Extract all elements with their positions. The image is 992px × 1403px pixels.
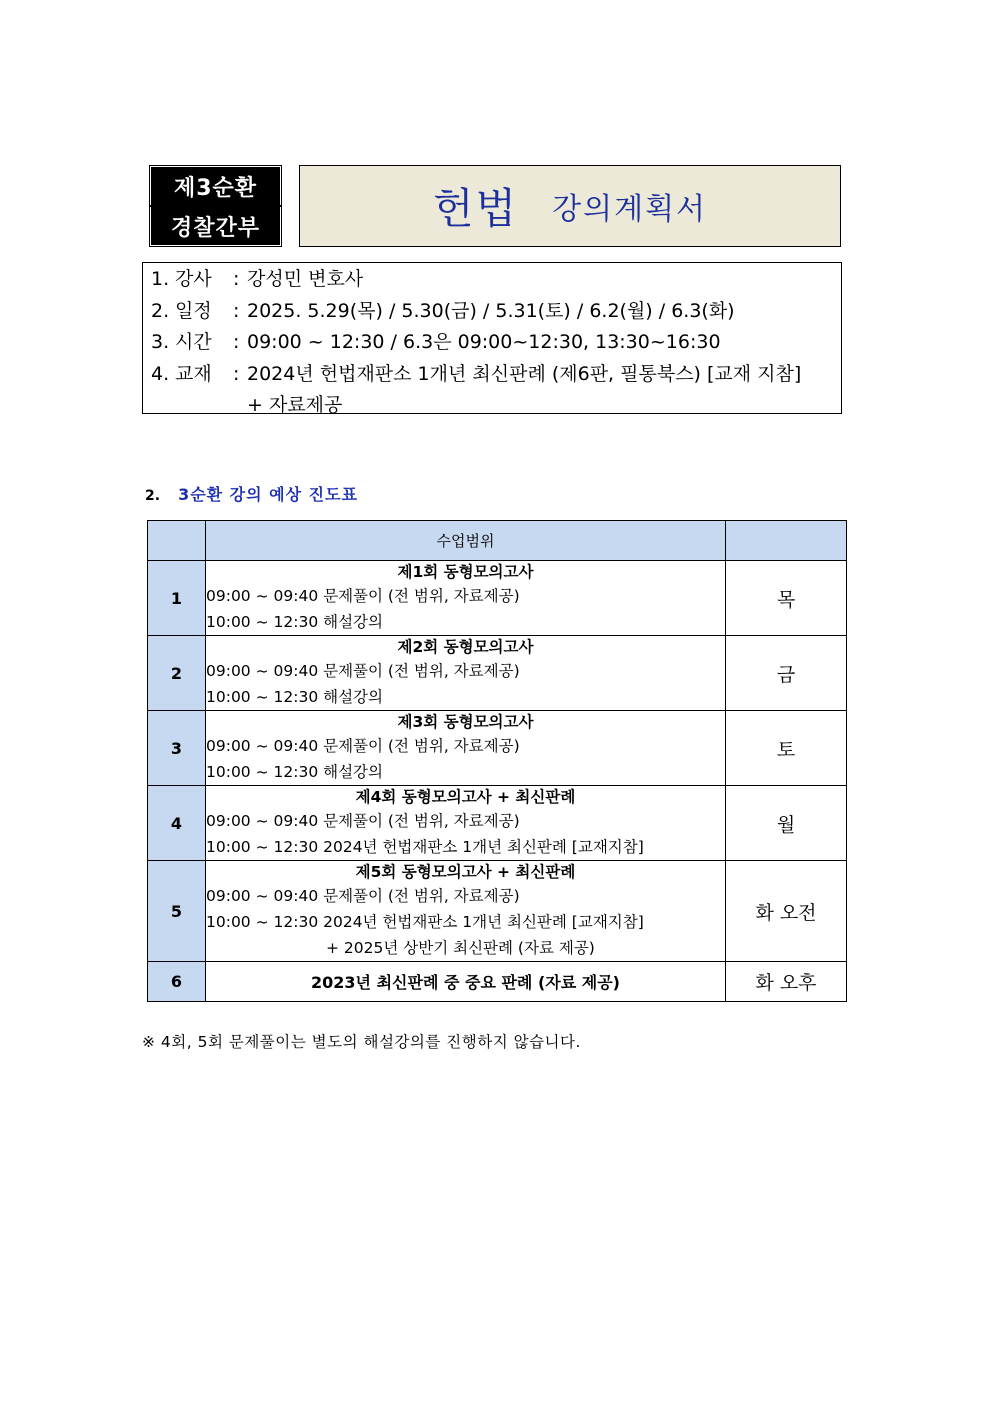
header-day [726,521,847,561]
session-line: 10:00 ~ 12:30 해설강의 [206,688,383,706]
info-row-time [151,327,841,359]
info-num: 2. [151,299,170,322]
row-day: 금 [726,636,847,711]
schedule-table [147,520,847,1002]
table-row [148,962,847,1002]
session-line: 09:00 ~ 09:40 문제풀이 (전 범위, 자료제공) [206,662,520,680]
title-box [299,165,841,247]
row-scope [206,636,726,711]
table-row [148,636,847,711]
table-row [148,711,847,786]
row-number: 2 [148,636,206,711]
info-label: 강사 [175,268,212,290]
row-number: 5 [148,861,206,962]
row-day: 화 오전 [726,861,847,962]
row-day: 화 오후 [726,962,847,1002]
section-number: 2. [145,488,161,504]
info-colon: : [233,299,240,322]
session-line: 10:00 ~ 12:30 2024년 헌법재판소 1개년 최신판례 [교재지참] [206,838,644,856]
info-value: 09:00 ~ 12:30 / 6.3은 09:00~12:30, 13:30~16:30 [247,331,721,353]
session-line: 09:00 ~ 09:40 문제풀이 (전 범위, 자료제공) [206,887,520,905]
row-scope [206,861,726,962]
session-title: 제2회 동형모의고사 [397,638,534,656]
info-row-textbook [151,359,841,391]
info-continuation: + 자료제공 [247,394,343,416]
session-line: 10:00 ~ 12:30 해설강의 [206,763,383,781]
row-number: 6 [148,962,206,1002]
footnote: ※ 4회, 5회 문제풀이는 별도의 해설강의를 진행하지 않습니다. [142,1033,581,1051]
info-value: 2025. 5.29(목) / 5.30(금) / 5.31(토) / 6.2(월) / 6.3(화) [247,299,735,322]
title-sub: 강의계획서 [552,192,708,227]
row-scope [206,561,726,636]
table-row [148,561,847,636]
table-row [148,786,847,861]
row-day: 토 [726,711,847,786]
session-line: 10:00 ~ 12:30 2024년 헌법재판소 1개년 최신판례 [교재지참] [206,913,644,931]
session-line: 10:00 ~ 12:30 해설강의 [206,613,383,631]
row-number: 4 [148,786,206,861]
session-title: 제1회 동형모의고사 [397,563,534,581]
info-row-schedule [151,296,841,328]
section-title: 3순환 강의 예상 진도표 [178,485,359,504]
session-line: + 2025년 상반기 최신판례 (자료 제공) [326,939,595,957]
info-label: 교재 [175,362,212,385]
info-box [142,262,842,414]
row-day: 월 [726,786,847,861]
info-colon: : [233,362,240,385]
section-heading [145,482,358,505]
header-scope: 수업범위 [206,521,726,561]
info-colon: : [233,331,240,353]
row-scope [206,711,726,786]
table-header-row [148,521,847,561]
info-value: 강성민 변호사 [247,268,364,290]
course-badge-round: 제3순환 [151,167,280,205]
row-scope [206,786,726,861]
row-scope: 2023년 최신판례 중 중요 판례 (자료 제공) [206,962,726,1002]
header-num [148,521,206,561]
session-title: 제3회 동형모의고사 [397,713,534,731]
course-badge-track: 경찰간부 [151,207,280,245]
info-label: 시간 [175,331,212,353]
table-row [148,861,847,962]
row-number: 3 [148,711,206,786]
session-line: 09:00 ~ 09:40 문제풀이 (전 범위, 자료제공) [206,587,520,605]
info-label: 일정 [175,299,212,322]
info-value: 2024년 헌법재판소 1개년 최신판례 (제6판, 필통북스) [교재 지참] [247,362,802,385]
session-title: 제4회 동형모의고사 + 최신판례 [355,788,576,806]
title-main: 헌법 [432,184,519,233]
info-row-instructor [151,264,841,296]
info-num: 3. [151,331,170,353]
row-number: 1 [148,561,206,636]
info-colon: : [233,268,240,290]
info-num: 1. [151,268,170,290]
session-line: 09:00 ~ 09:40 문제풀이 (전 범위, 자료제공) [206,812,520,830]
session-line: 09:00 ~ 09:40 문제풀이 (전 범위, 자료제공) [206,737,520,755]
info-num: 4. [151,362,170,385]
session-title: 제5회 동형모의고사 + 최신판례 [355,863,576,881]
row-day: 목 [726,561,847,636]
